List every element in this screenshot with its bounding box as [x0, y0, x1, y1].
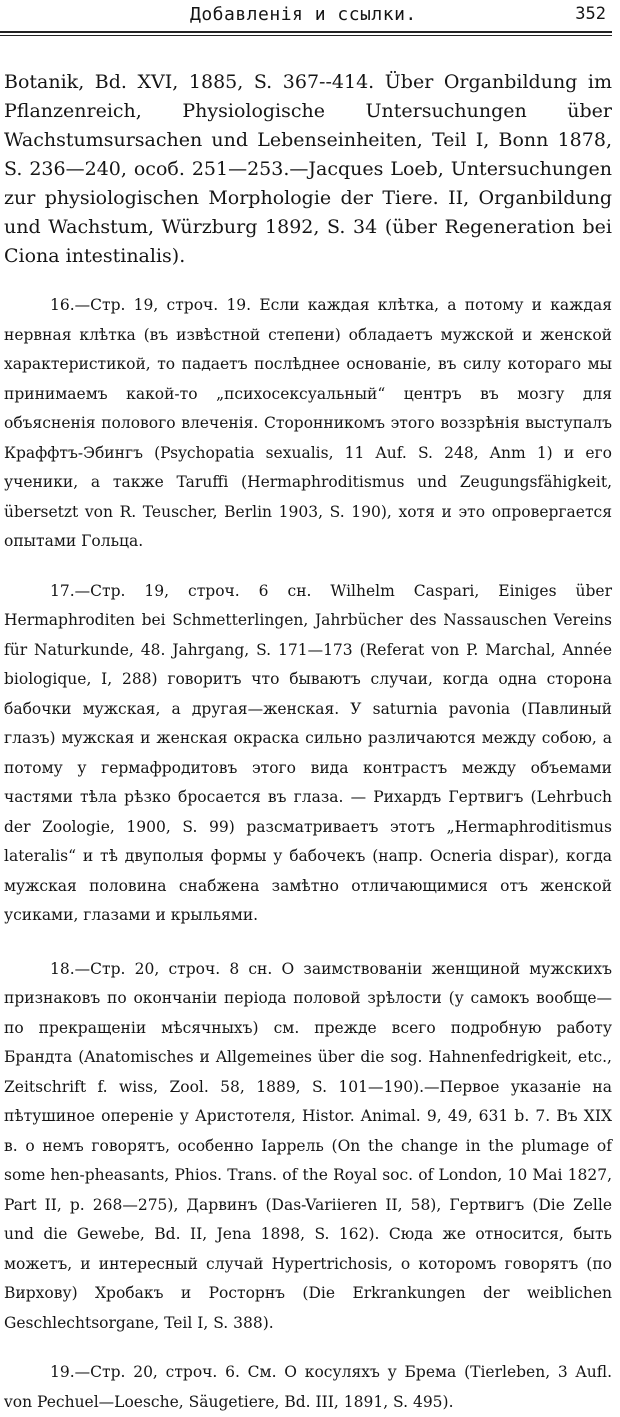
note-16-paragraph: 16.—Стр. 19, строч. 19. Если каждая клѣтка, а потому и каждая нервная клѣтка (въ извѣстной степени) обладаетъ мужской и женской характеристикой, то падаетъ послѣднее основаніе, въ силу котораго мы принимаемъ какой-то „психосексуальный“ центръ въ мозгу для объясненія полового влеченія. Сторонникомъ этого воззрѣнія выступалъ Краффтъ-Эбингъ (Psychopatia sexualis, 11 Auf. S. 248, Anm 1) и его ученики, а также Taruffi (Hermaphroditismus und Zeugungsfähigkeit, übersetzt von R. Teuscher, Berlin 1903, S. 190), хотя и это опровергается опытами Гольца. — [4, 296, 612, 550]
page-number: 352 — [575, 4, 606, 24]
note-18-paragraph: 18.—Стр. 20, строч. 8 сн. О заимствованіи женщиной мужскихъ признаковъ по окончаніи періода половой зрѣлости (у самокъ вообще—по прекращеніи мѣсячныхъ) см. прежде всего подробную работу Брандта (Anatomisches и Allgemeines über die sog. Hahnenfedrigkeit, etc., Zeitschrift f. wiss, Zool. 58, 1889, S. 101—190).—Первое указаніе на пѣтушиное опереніе у Аристотеля, Histor. Animal. 9, 49, 631 b. 7. Въ XIX в. о немъ говорятъ, особенно Іаррель (On the change in the plumage of some hen-pheasants, Phios. Trans. of the Royal soc. of London, 10 Mai 1827, Part II, p. 268—275), Дарвинъ (Das-Variieren II, 58), Гертвигъ (Die Zelle und die Gewebe, Bd. II, Jena 1898, S. 162). Сюда же относится, быть можетъ, и интересный случай Hypertrichosis, о которомъ говорятъ (по Вирхову) Хробакъ и Росторнъ (Die Erkrankungen der weiblichen Geschlechtsorgane, Teil I, S. 388). — [4, 959, 612, 1332]
header-rule — [0, 31, 612, 36]
continued-reference-paragraph: Botanik, Bd. XVI, 1885, S. 367--414. Über Organbildung im Pflanzenreich, Physiologische Untersuchungen über Wachstumsursachen und Lebenseinheiten, Teil I, Bonn 1878, S. 236—240, особ. 251—253.—Jacques Loeb, Untersuchungen zur physiologischen Morphologie der Tiere. II, Organbildung und Wachstum, Würzburg 1892, S. 34 (über Regeneration bei Ciona intestinalis). — [4, 71, 612, 267]
note-19-paragraph: 19.—Стр. 20, строч. 6. См. О косуляхъ у Брема (Tierleben, 3 Aufl. von Pechuel—Loesche, Säugetiere, Bd. III, 1891, S. 495). — [4, 1363, 612, 1411]
paragraph-gap — [4, 931, 612, 955]
paragraph-gap — [4, 557, 612, 577]
note-17-paragraph: 17.—Стр. 19, строч. 6 сн. Wilhelm Caspari, Einiges über Hermaphroditen bei Schmetterlingen, Jahrbücher des Nassauschen Vereins für Naturkunde, 48. Jahrgang, S. 171—173 (Referat von P. Marchal, Année biologique, I, 288) говоритъ что бываютъ случаи, когда одна сторона бабочки мужская, а другая—женская. У saturnia pavonia (Павлиный глазъ) мужская и женская окраска сильно различаются между собою, а потому у гермафродитовъ этого вида контрастъ между объемами частями тѣла рѣзко бросается въ глаза. — Рихардъ Гертвигъ (Lehrbuch der Zoologie, 1900, S. 99) разсматриваетъ этотъ „Hermaphroditismus lateralis“ и тѣ двуполыя формы у бабочекъ (напр. Ocneria dispar), когда мужская половина снабжена замѣтно отличающимися отъ женской усиками, глазами и крыльями. — [4, 581, 612, 924]
running-header-title: Добавленія и ссылки. — [190, 4, 417, 25]
page-body — [4, 68, 612, 1417]
running-header — [0, 0, 620, 34]
paragraph-gap — [4, 271, 612, 291]
paragraph-gap — [4, 1338, 612, 1358]
